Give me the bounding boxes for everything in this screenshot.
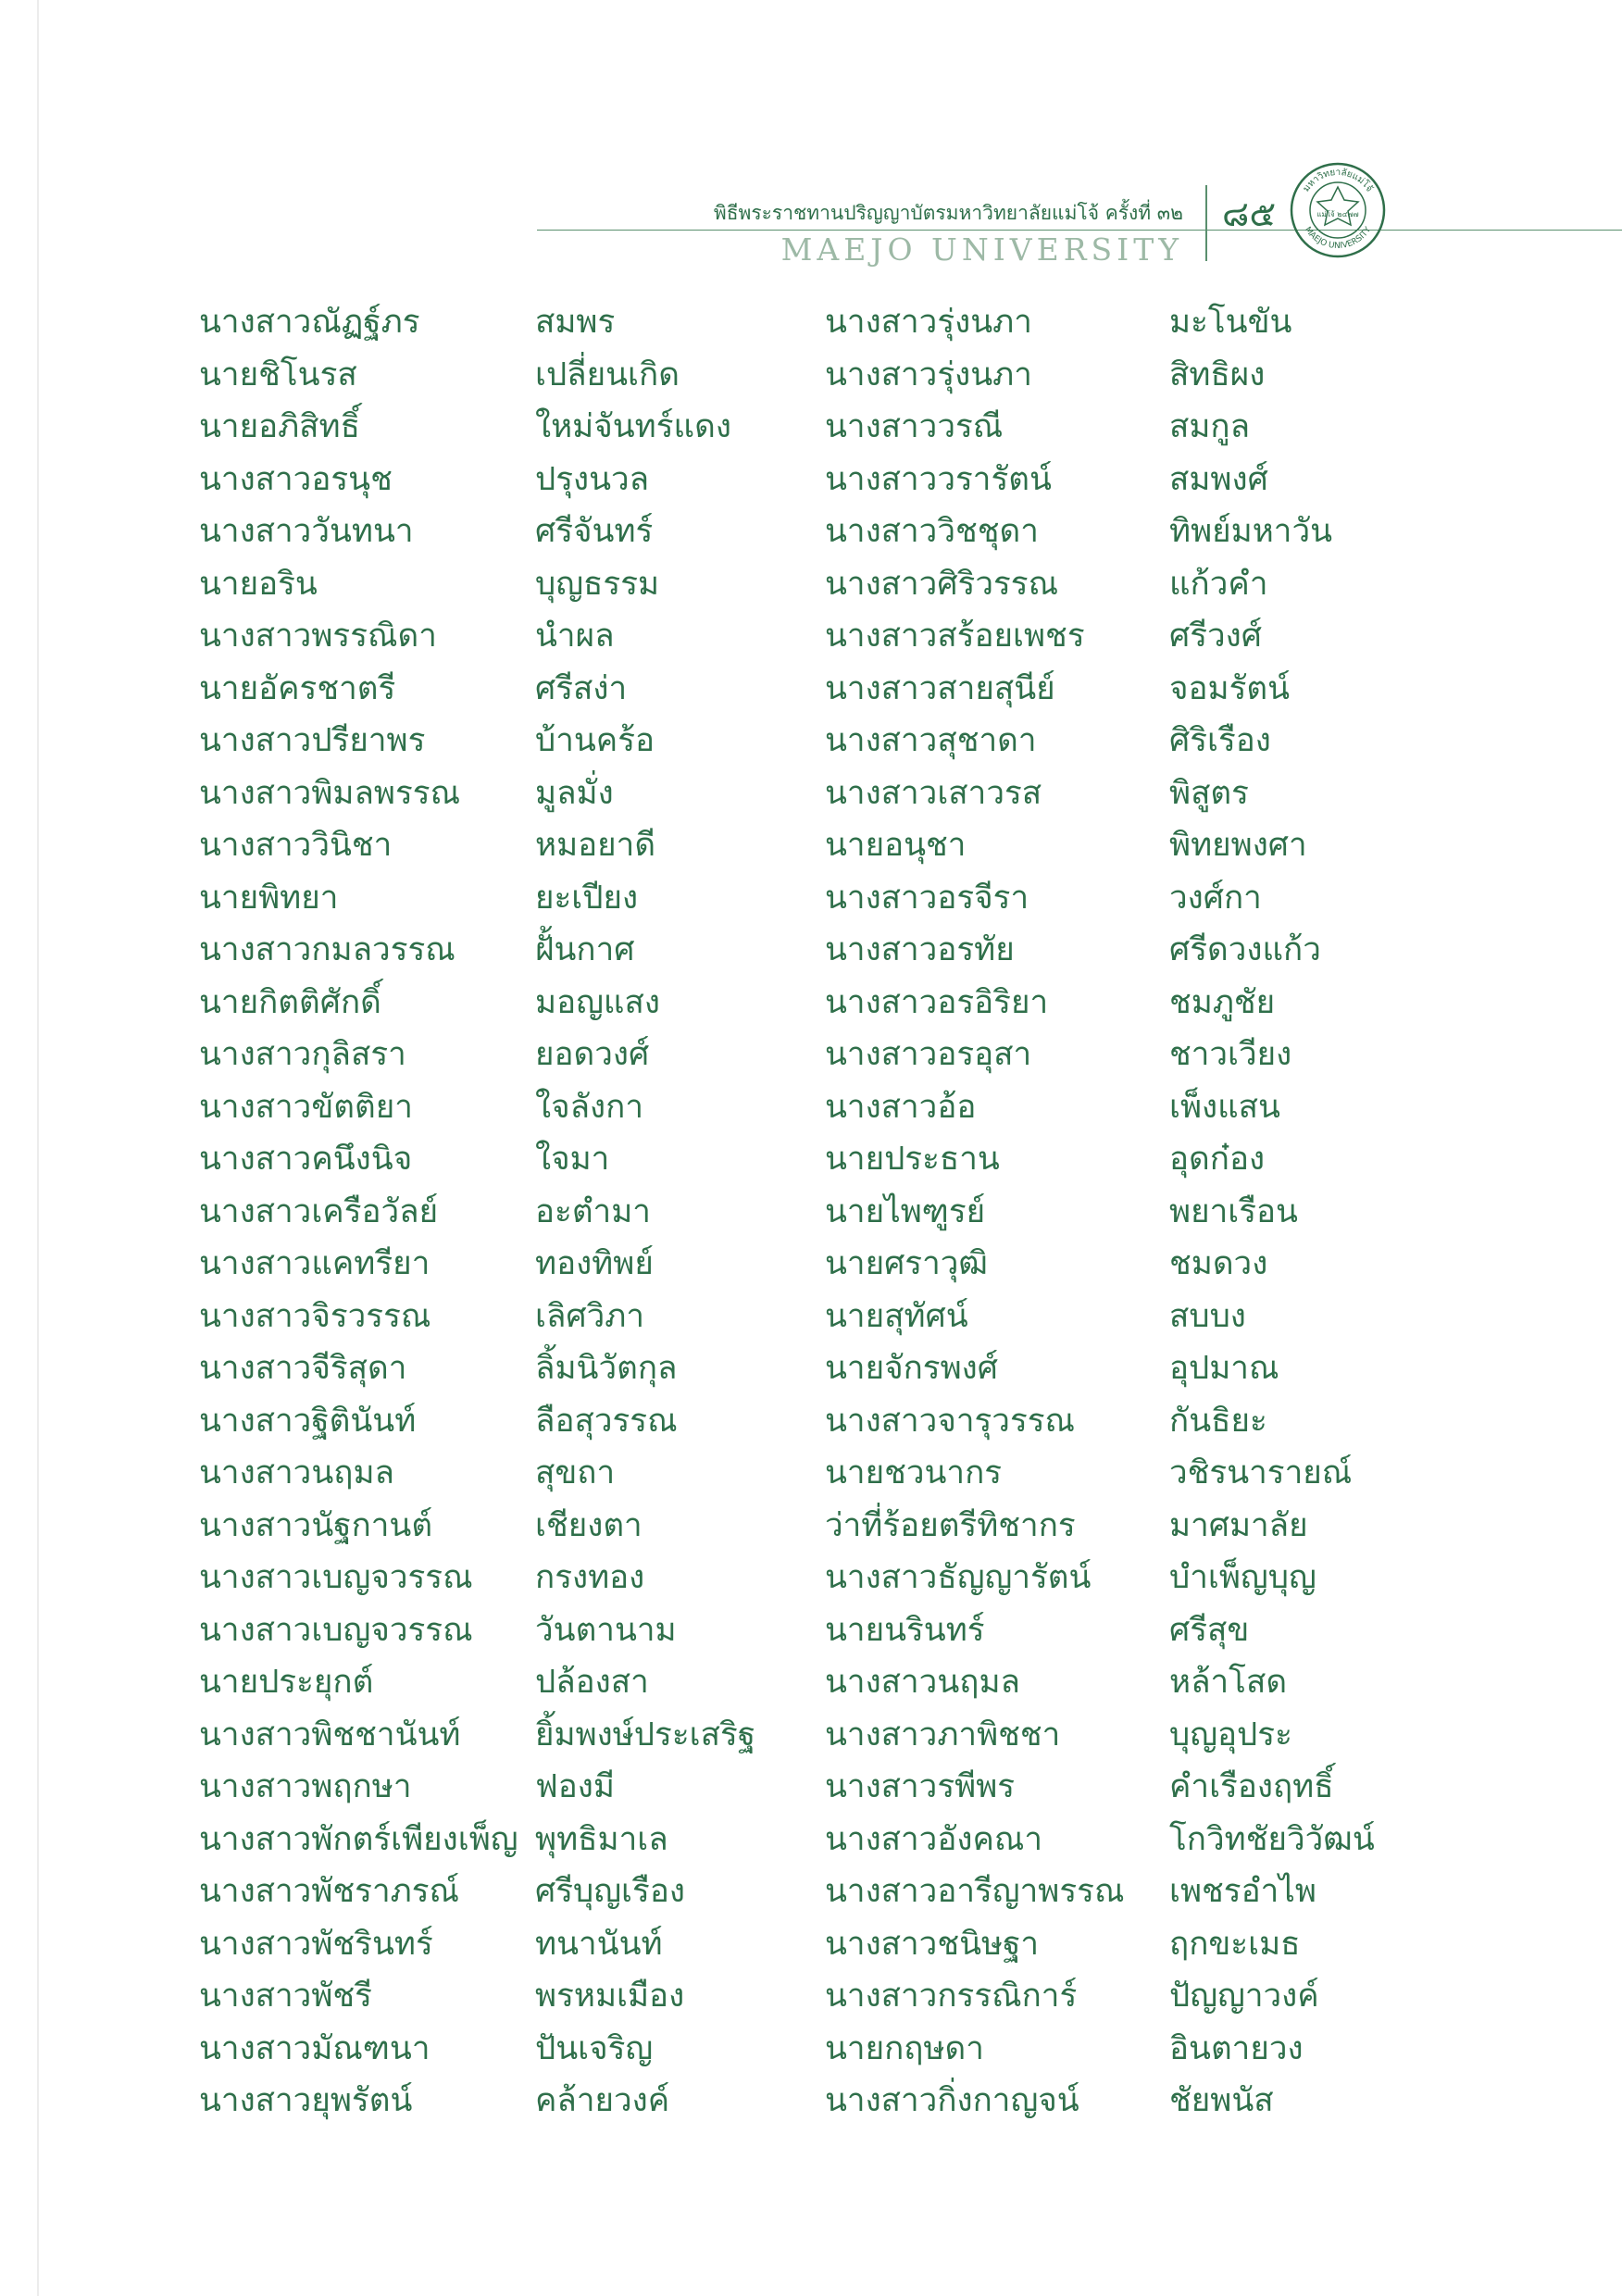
name-row: [199, 924, 1449, 977]
first-name-right: นายสุทัศน์: [825, 1297, 968, 1335]
first-name-left: นางสาวกุลิสรา: [199, 1036, 406, 1073]
first-name-left: นายประยุกต์: [199, 1664, 374, 1701]
first-name-right: นางสาวรุ่งนภา: [825, 356, 1032, 393]
last-name-left: มูลมั่ง: [535, 774, 614, 812]
header-divider: [1205, 185, 1207, 261]
first-name-right: นายไพฑูรย์: [825, 1192, 986, 1230]
first-name-right: นางสาวกรรณิการ์: [825, 1978, 1078, 2015]
first-name-right: นางสาวกิ่งกาญจน์: [825, 2082, 1079, 2119]
name-row: [199, 2075, 1449, 2128]
last-name-left: นำผล: [535, 618, 615, 655]
last-name-left: เปลี่ยนเกิด: [535, 356, 680, 393]
first-name-left: นางสาวฐิตินันท์: [199, 1402, 417, 1440]
graduate-name-list: [199, 296, 1449, 2128]
last-name-left: ลือสุวรรณ: [535, 1402, 678, 1440]
name-row: [199, 1500, 1449, 1553]
first-name-left: นายกิตติศักดิ์: [199, 983, 381, 1021]
first-name-right: นางสาวอรอุสา: [825, 1036, 1032, 1073]
left-margin-line: [37, 0, 39, 2296]
name-row: [199, 1081, 1449, 1134]
name-row: [199, 1447, 1449, 1500]
name-row: [199, 505, 1449, 558]
name-row: [199, 1029, 1449, 1081]
name-row: [199, 2023, 1449, 2076]
first-name-left: นางสาวพัชรินทร์: [199, 1925, 433, 1963]
first-name-right: นางสาวรพีพร: [825, 1768, 1016, 1805]
page-number: ๘๕: [1222, 193, 1277, 234]
name-row: [199, 1342, 1449, 1395]
last-name-right: กันธิยะ: [1169, 1402, 1267, 1440]
name-row: [199, 558, 1449, 611]
first-name-left: นายอภิสิทธิ์: [199, 408, 360, 445]
last-name-right: ศรีสุข: [1169, 1611, 1250, 1649]
last-name-right: สมพงศ์: [1169, 460, 1268, 498]
first-name-right: นายนรินทร์: [825, 1611, 985, 1649]
last-name-left: ศรีบุญเรือง: [535, 1873, 685, 1910]
first-name-left: นางสาวอรนุช: [199, 460, 393, 498]
name-row: [199, 296, 1449, 349]
last-name-left: ใจมา: [535, 1141, 610, 1178]
name-row: [199, 610, 1449, 663]
last-name-right: สมกูล: [1169, 408, 1251, 445]
name-row: [199, 1866, 1449, 1918]
first-name-left: นางสาวแคทรียา: [199, 1245, 430, 1282]
last-name-left: บุญธรรม: [535, 565, 660, 603]
first-name-left: นางสาวจีริสุดา: [199, 1350, 407, 1387]
first-name-left: นางสาวเครือวัลย์: [199, 1192, 439, 1230]
first-name-left: นางสาวณัฏฐ์ภร: [199, 304, 420, 341]
last-name-right: ศรีดวงแก้ว: [1169, 931, 1321, 968]
name-row: [199, 767, 1449, 820]
last-name-left: ปรุงนวล: [535, 460, 650, 498]
first-name-right: นางสาวสร้อยเพชร: [825, 618, 1085, 655]
first-name-right: ว่าที่ร้อยตรีทิชากร: [825, 1506, 1076, 1544]
name-row: [199, 1970, 1449, 2023]
last-name-left: ใจลังกา: [535, 1088, 643, 1126]
last-name-right: ทิพย์มหาวัน: [1169, 513, 1333, 550]
first-name-right: นายจักรพงศ์: [825, 1350, 998, 1387]
first-name-left: นางสาวพักตร์เพียงเพ็ญ: [199, 1820, 518, 1858]
name-row: [199, 1656, 1449, 1709]
first-name-right: นางสาววิชชุดา: [825, 513, 1039, 550]
last-name-right: ชมดวง: [1169, 1245, 1268, 1282]
last-name-right: ชมภูชัย: [1169, 983, 1276, 1021]
first-name-left: นางสาวจิรวรรณ: [199, 1297, 431, 1335]
last-name-right: อุปมาณ: [1169, 1350, 1279, 1387]
first-name-right: นายศราวุฒิ: [825, 1245, 989, 1282]
first-name-right: นางสาวชนิษฐา: [825, 1925, 1040, 1963]
last-name-left: ศรีสง่า: [535, 669, 628, 707]
first-name-left: นางสาวพิมลพรรณ: [199, 774, 461, 812]
last-name-left: ศรีจันทร์: [535, 513, 654, 550]
name-row: [199, 715, 1449, 767]
last-name-right: พิทยพงศา: [1169, 827, 1307, 864]
last-name-left: ยอดวงศ์: [535, 1036, 650, 1073]
last-name-right: มาศมาลัย: [1169, 1506, 1308, 1544]
last-name-right: ปัญญาวงค์: [1169, 1978, 1319, 2015]
first-name-right: นางสาวรุ่งนภา: [825, 304, 1032, 341]
last-name-left: เลิศวิภา: [535, 1297, 645, 1335]
last-name-left: ทนานันท์: [535, 1925, 663, 1963]
last-name-left: สุขถา: [535, 1454, 616, 1491]
last-name-right: มะโนขัน: [1169, 304, 1292, 341]
first-name-left: นางสาวพัชราภรณ์: [199, 1873, 459, 1910]
last-name-left: ลิ้มนิวัตกุล: [535, 1350, 678, 1387]
first-name-right: นางสาวจารุวรรณ: [825, 1402, 1076, 1440]
last-name-left: ทองทิพย์: [535, 1245, 654, 1282]
first-name-right: นางสาวอ้อ: [825, 1088, 977, 1126]
last-name-right: หล้าโสด: [1169, 1664, 1288, 1701]
last-name-right: เพชรอำไพ: [1169, 1873, 1316, 1910]
last-name-right: สบบง: [1169, 1297, 1246, 1335]
last-name-right: บำเพ็ญบุญ: [1169, 1559, 1316, 1596]
first-name-left: นายอริน: [199, 565, 318, 603]
first-name-left: นายพิทยา: [199, 879, 339, 917]
first-name-left: นางสาวพรรณิดา: [199, 618, 437, 655]
last-name-left: สมพร: [535, 304, 616, 341]
first-name-right: นางสาวศิริวรรณ: [825, 565, 1059, 603]
last-name-left: ใหม่จันทร์แดง: [535, 408, 731, 445]
first-name-right: นางสาวนฤมล: [825, 1664, 1020, 1701]
name-row: [199, 1552, 1449, 1604]
last-name-left: ปันเจริญ: [535, 2029, 654, 2067]
name-row: [199, 663, 1449, 716]
first-name-right: นางสาววรารัตน์: [825, 460, 1052, 498]
first-name-right: นางสาวอรจีรา: [825, 879, 1029, 917]
name-row: [199, 1814, 1449, 1866]
last-name-left: บ้านคร้อ: [535, 722, 655, 759]
name-row: [199, 977, 1449, 1029]
first-name-right: นายกฤษดา: [825, 2029, 984, 2067]
first-name-right: นางสาวภาพิชชา: [825, 1716, 1061, 1753]
name-row: [199, 1604, 1449, 1657]
last-name-left: มอญแสง: [535, 983, 660, 1021]
name-row: [199, 1918, 1449, 1971]
header-rule: [537, 230, 1622, 231]
last-name-right: สิทธิผง: [1169, 356, 1266, 393]
seal-bottom-text: MAEJO UNIVERSITY: [1302, 225, 1374, 252]
first-name-left: นางสาวนัฐกานต์: [199, 1506, 433, 1544]
name-row: [199, 1761, 1449, 1814]
last-name-left: ยะเปียง: [535, 879, 639, 917]
last-name-left: หมอยาดี: [535, 827, 656, 864]
last-name-right: ชัยพนัส: [1169, 2082, 1274, 2119]
first-name-left: นางสาวนฤมล: [199, 1454, 394, 1491]
name-row: [199, 819, 1449, 872]
name-row: [199, 349, 1449, 402]
first-name-right: นางสาวสุชาดา: [825, 722, 1037, 759]
name-row: [199, 1709, 1449, 1762]
last-name-left: เชียงตา: [535, 1506, 643, 1544]
first-name-left: นางสาวปรียาพร: [199, 722, 426, 759]
last-name-left: ยิ้มพงษ์ประเสริฐ: [535, 1716, 756, 1753]
first-name-left: นางสาวคนึงนิจ: [199, 1141, 413, 1178]
first-name-left: นางสาวพิชชานันท์: [199, 1716, 461, 1753]
name-row: [199, 1395, 1449, 1448]
last-name-right: ฤกขะเมธ: [1169, 1925, 1301, 1963]
last-name-left: พรหมเมือง: [535, 1978, 685, 2015]
first-name-left: นางสาวขัตติยา: [199, 1088, 413, 1126]
last-name-right: อินตายวง: [1169, 2029, 1304, 2067]
first-name-left: นางสาวเบญจวรรณ: [199, 1559, 473, 1596]
last-name-left: วันตานาม: [535, 1611, 677, 1649]
page-header: [537, 167, 1622, 278]
name-row: [199, 1186, 1449, 1239]
seal-top-text: มหาวิทยาลัยแม่โจ้: [1301, 167, 1375, 194]
name-row: [199, 1133, 1449, 1186]
name-row: [199, 1238, 1449, 1291]
last-name-right: บุญอุประ: [1169, 1716, 1292, 1753]
last-name-right: พิสูตร: [1169, 774, 1249, 812]
last-name-left: คล้ายวงค์: [535, 2082, 670, 2119]
header-title: พิธีพระราชทานปริญญาบัตรมหาวิทยาลัยแม่โจ้ ครั้งที่ ๓๒: [713, 202, 1183, 224]
first-name-right: นายชวนากร: [825, 1454, 1003, 1491]
last-name-right: เพ็งแสน: [1169, 1088, 1280, 1126]
last-name-right: ศรีวงศ์: [1169, 618, 1262, 655]
last-name-right: พยาเรือน: [1169, 1192, 1298, 1230]
last-name-right: ศิริเรือง: [1169, 722, 1271, 759]
first-name-right: นางสาวอังคณา: [825, 1820, 1042, 1858]
first-name-right: นางสาวสายสุนีย์: [825, 669, 1055, 707]
last-name-right: จอมรัตน์: [1169, 669, 1291, 707]
last-name-right: อุดก๋อง: [1169, 1141, 1266, 1178]
name-row: [199, 1291, 1449, 1343]
first-name-left: นางสาวกมลวรรณ: [199, 931, 455, 968]
last-name-left: ฟองมี: [535, 1768, 615, 1805]
last-name-right: แก้วคำ: [1169, 565, 1268, 603]
last-name-left: กรงทอง: [535, 1559, 645, 1596]
university-seal-logo: [1287, 159, 1389, 261]
name-row: [199, 401, 1449, 454]
last-name-right: โกวิทชัยวิวัฒน์: [1169, 1820, 1375, 1858]
seal-center-text: แม่โจ้ ๒๔๗๗: [1316, 210, 1359, 218]
last-name-right: วงศ์กา: [1169, 879, 1262, 917]
first-name-left: นางสาววินิชา: [199, 827, 393, 864]
first-name-left: นางสาวมัณฑนา: [199, 2029, 430, 2067]
first-name-right: นางสาวอรทัย: [825, 931, 1015, 968]
first-name-right: นางสาวเสาวรส: [825, 774, 1042, 812]
first-name-left: นางสาววันทนา: [199, 513, 414, 550]
last-name-left: พุทธิมาเล: [535, 1820, 668, 1858]
name-row: [199, 454, 1449, 506]
first-name-left: นางสาวพัชรี: [199, 1978, 372, 2015]
last-name-right: วชิรนารายณ์: [1169, 1454, 1353, 1491]
first-name-right: นางสาวอรอิริยา: [825, 983, 1049, 1021]
first-name-left: นายอัครชาตรี: [199, 669, 396, 707]
first-name-left: นายชิโนรส: [199, 356, 357, 393]
first-name-left: นางสาวเบญจวรรณ: [199, 1611, 473, 1649]
first-name-left: นางสาวยุพรัตน์: [199, 2082, 413, 2119]
header-university-name: MAEJO UNIVERSITY: [780, 231, 1183, 268]
first-name-right: นางสาวธัญญารัตน์: [825, 1559, 1092, 1596]
first-name-right: นางสาวอารีญาพรรณ: [825, 1873, 1125, 1910]
first-name-right: นายอนุชา: [825, 827, 967, 864]
first-name-right: นายประธาน: [825, 1141, 1000, 1178]
name-row: [199, 872, 1449, 925]
last-name-left: ปล้องสา: [535, 1664, 649, 1701]
last-name-left: ฝั้นกาศ: [535, 931, 635, 968]
first-name-right: นางสาววรณี: [825, 408, 1004, 445]
last-name-left: อะตำมา: [535, 1192, 651, 1230]
last-name-right: ชาวเวียง: [1169, 1036, 1292, 1073]
last-name-right: คำเรืองฤทธิ์: [1169, 1768, 1334, 1805]
first-name-left: นางสาวพฤกษา: [199, 1768, 412, 1805]
